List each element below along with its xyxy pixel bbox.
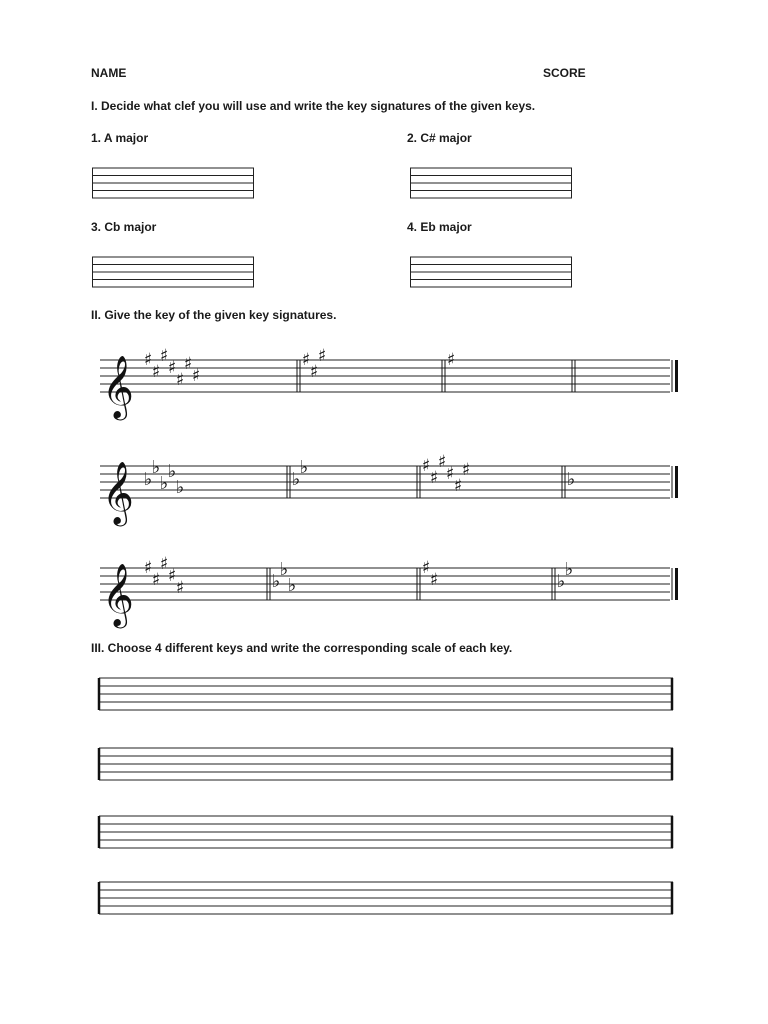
flat-icon: ♭ [143, 469, 153, 490]
sharp-icon: ♯ [167, 358, 177, 378]
sharp-icon: ♯ [175, 578, 185, 598]
sharp-icon: ♯ [429, 570, 439, 590]
item-3-label: 3. Cb major [91, 220, 157, 234]
flat-icon: ♭ [159, 473, 169, 494]
section3-instruction: III. Choose 4 different keys and write the corresponding scale of each key. [91, 641, 513, 655]
item-4-label: 4. Eb major [407, 220, 472, 234]
sharp-icon: ♯ [301, 350, 311, 370]
section2-instruction: II. Give the key of the given key signatures. [91, 308, 337, 322]
flat-icon: ♭ [299, 457, 309, 478]
sharp-icon: ♯ [143, 350, 153, 370]
scale-staff-4[interactable] [97, 880, 675, 916]
sharp-icon: ♯ [421, 456, 431, 476]
sharp-icon: ♯ [421, 558, 431, 578]
key-signature-staff-3 [90, 548, 675, 626]
flat-icon: ♭ [566, 469, 576, 490]
scale-staff-1[interactable] [97, 676, 675, 712]
key-signature-staff-1 [90, 340, 675, 418]
sharp-icon: ♯ [159, 554, 169, 574]
flat-icon: ♭ [271, 571, 281, 592]
flat-icon: ♭ [151, 457, 161, 478]
section1-instruction: I. Decide what clef you will use and write the key signatures of the given keys. [91, 99, 536, 113]
sharp-icon: ♯ [175, 370, 185, 390]
flat-icon: ♭ [556, 571, 566, 592]
flat-icon: ♭ [167, 461, 177, 482]
sharp-icon: ♯ [446, 350, 456, 370]
flat-icon: ♭ [175, 477, 185, 498]
sharp-icon: ♯ [143, 558, 153, 578]
sharp-icon: ♯ [159, 346, 169, 366]
flat-icon: ♭ [279, 559, 289, 580]
flat-icon: ♭ [564, 559, 574, 580]
answer-staff-1[interactable] [92, 166, 254, 200]
sharp-icon: ♯ [183, 354, 193, 374]
answer-staff-2[interactable] [410, 166, 572, 200]
sharp-icon: ♯ [151, 570, 161, 590]
scale-staff-3[interactable] [97, 814, 675, 850]
sharp-icon: ♯ [437, 452, 447, 472]
flat-icon: ♭ [287, 575, 297, 596]
sharp-icon: ♯ [429, 468, 439, 488]
sharp-icon: ♯ [453, 476, 463, 496]
item-1-label: 1. A major [91, 131, 149, 145]
sharp-icon: ♯ [461, 460, 471, 480]
treble-clef-icon: 𝄞 [102, 563, 134, 626]
scale-staff-2[interactable] [97, 746, 675, 782]
sharp-icon: ♯ [191, 366, 201, 386]
treble-clef-icon: 𝄞 [102, 355, 134, 418]
score-label: SCORE [543, 66, 586, 80]
sharp-icon: ♯ [151, 362, 161, 382]
sharp-icon: ♯ [317, 346, 327, 366]
name-label: NAME [91, 66, 127, 80]
sharp-icon: ♯ [309, 362, 319, 382]
item-2-label: 2. C# major [407, 131, 472, 145]
answer-staff-3[interactable] [92, 255, 254, 289]
key-signature-staff-2 [90, 446, 675, 524]
sharp-icon: ♯ [445, 464, 455, 484]
answer-staff-4[interactable] [410, 255, 572, 289]
flat-icon: ♭ [291, 469, 301, 490]
treble-clef-icon: 𝄞 [102, 461, 134, 524]
sharp-icon: ♯ [167, 566, 177, 586]
